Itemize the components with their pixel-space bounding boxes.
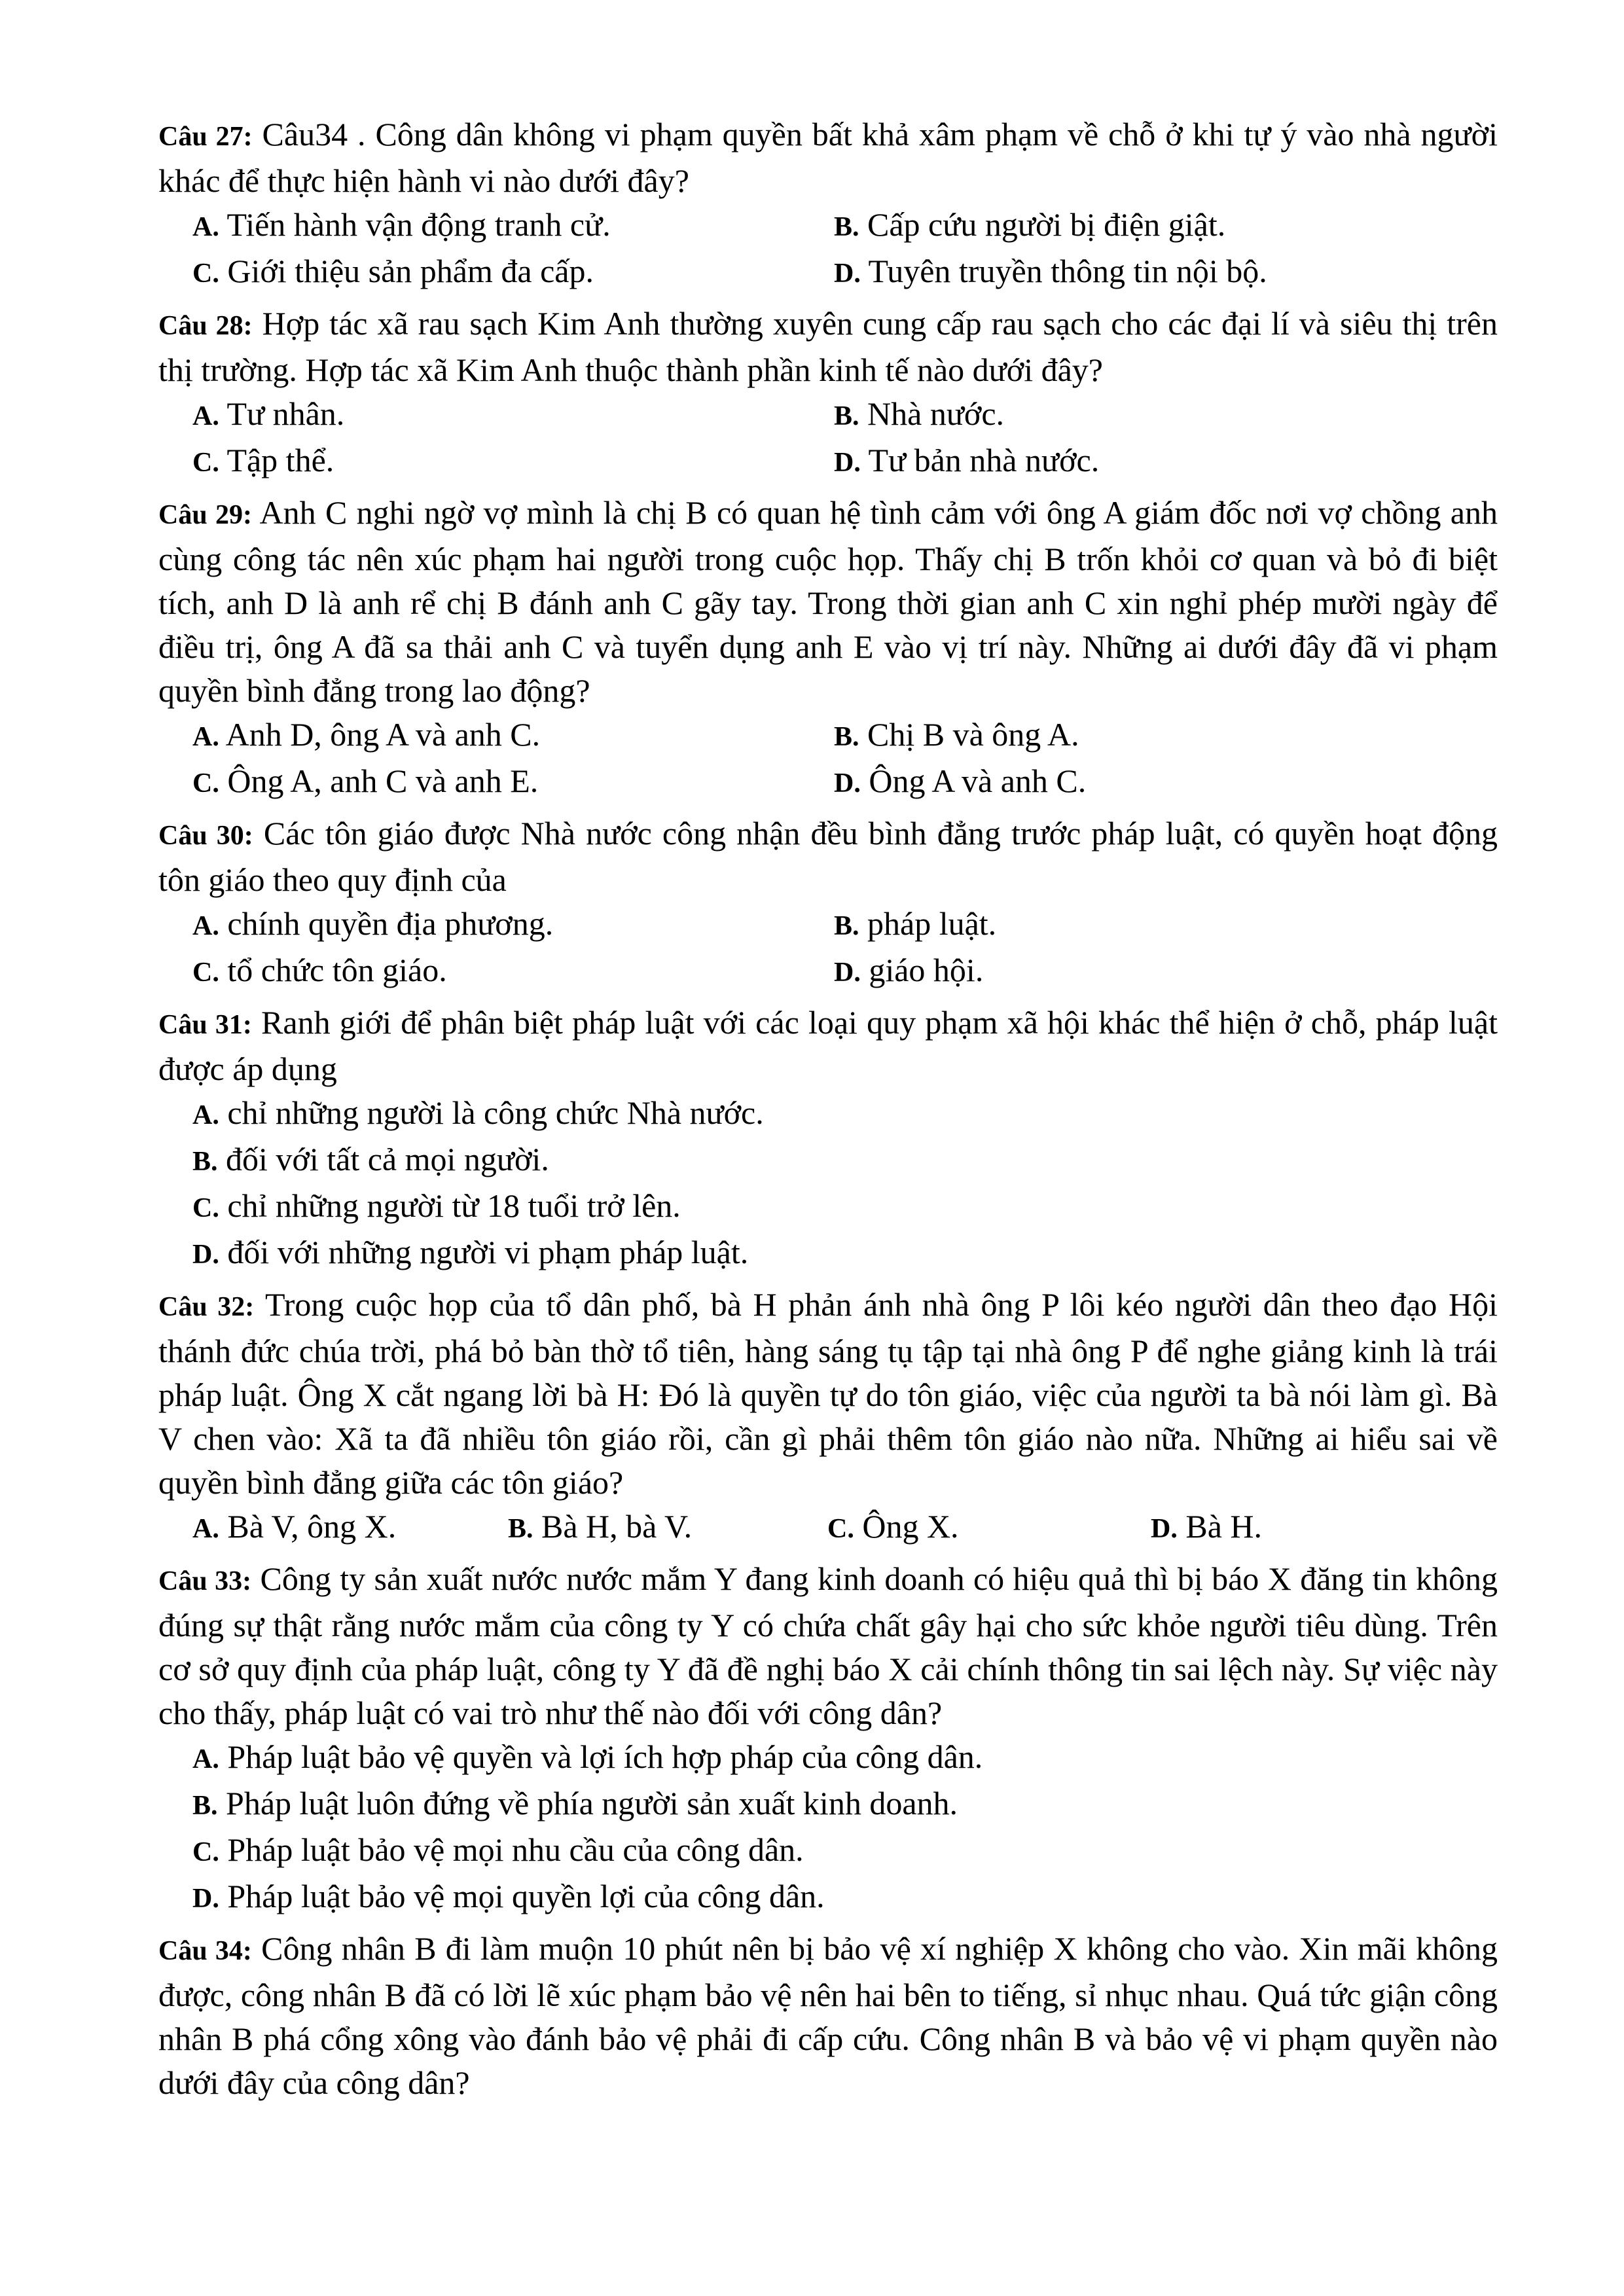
- option-b[interactable]: [834, 713, 1489, 759]
- option-letter: D.: [1151, 1514, 1178, 1544]
- option-text: đối với những người vi phạm pháp luật.: [219, 1234, 749, 1270]
- question-stem: [158, 113, 1498, 203]
- question-34: [158, 1927, 1498, 2105]
- option-text: Nhà nước.: [859, 395, 1005, 432]
- option-letter: B.: [834, 722, 859, 752]
- option-c[interactable]: [192, 759, 834, 806]
- option-text: giáo hội.: [860, 952, 984, 988]
- option-text: chỉ những người từ 18 tuổi trở lên.: [219, 1187, 681, 1224]
- option-text: Pháp luật bảo vệ quyền và lợi ích hợp pháp của công dân.: [219, 1738, 983, 1775]
- question-text: Công nhân B đi làm muộn 10 phút nên bị bảo vệ xí nghiệp X không cho vào. Xin mãi không được, công nhân B đã có lời lẽ xúc phạm bảo vệ nên hai bên to tiếng, sỉ nhục nhau. Quá tức giận công nhân B phá cổng xông vào đánh bảo vệ phải đi cấp cứu. Công nhân B và bảo vệ vi phạm quyền nào dưới đây của công dân?: [158, 1930, 1498, 2101]
- option-letter: A.: [192, 401, 219, 431]
- question-number: Câu 32:: [158, 1292, 255, 1322]
- option-letter: D.: [834, 768, 861, 798]
- option-letter: C.: [192, 958, 219, 988]
- option-text: Pháp luật luôn đứng về phía người sản xuất kinh doanh.: [217, 1785, 958, 1821]
- option-text: Tập thể.: [219, 442, 334, 478]
- question-27: [158, 113, 1498, 296]
- question-text: Anh C nghi ngờ vợ mình là chị B có quan hệ tình cảm với ông A giám đốc nơi vợ chồng anh cùng công tác nên xúc phạm hai người trong cuộc họp. Thấy chị B trốn khỏi cơ quan và bỏ đi biệt tích, anh D là anh rể chị B đánh anh C gãy tay. Trong thời gian anh C xin nghỉ phép mười ngày để điều trị, ông A đã sa thải anh C và tuyển dụng anh E vào vị trí này. Những ai dưới đây đã vi phạm quyền bình đẳng trong lao động?: [158, 494, 1498, 709]
- option-text: Tư nhân.: [219, 395, 345, 432]
- option-text: Tư bản nhà nước.: [860, 442, 1100, 478]
- option-letter: A.: [192, 1514, 219, 1544]
- option-c[interactable]: [827, 1505, 1151, 1551]
- option-letter: C.: [192, 768, 219, 798]
- question-stem: [158, 491, 1498, 713]
- option-text: Cấp cứu người bị điện giật.: [859, 206, 1226, 243]
- option-text: Ông A và anh C.: [860, 762, 1087, 799]
- exam-page: [158, 113, 1498, 2111]
- option-letter: B.: [834, 212, 859, 242]
- option-text: Bà V, ông X.: [219, 1508, 397, 1545]
- option-text: Tiến hành vận động tranh cử.: [219, 206, 611, 243]
- question-stem: [158, 812, 1498, 902]
- question-number: Câu 34:: [158, 1936, 252, 1966]
- option-letter: D.: [192, 1240, 219, 1270]
- option-a[interactable]: [192, 1091, 1498, 1138]
- option-text: Bà H.: [1177, 1508, 1262, 1545]
- options: [158, 392, 1498, 485]
- options: [158, 1505, 1498, 1551]
- option-text: tổ chức tôn giáo.: [219, 952, 447, 988]
- question-text: Công ty sản xuất nước nước mắm Y đang kinh doanh có hiệu quả thì bị báo X đăng tin không đúng sự thật rằng nước mắm của công ty Y có chứa chất gây hại cho sức khỏe người tiêu dùng. Trên cơ sở quy định của pháp luật, công ty Y đã đề nghị báo X cải chính thông tin sai lệch này. Sự việc này cho thấy, pháp luật có vai trò như thế nào đối với công dân?: [158, 1560, 1498, 1731]
- question-32: [158, 1283, 1498, 1551]
- options: [158, 1091, 1498, 1277]
- option-letter: B.: [192, 1791, 218, 1821]
- question-number: Câu 27:: [158, 122, 253, 152]
- question-stem: [158, 1283, 1498, 1505]
- option-letter: A.: [192, 722, 219, 752]
- option-d[interactable]: [1151, 1505, 1478, 1551]
- option-text: chính quyền địa phương.: [219, 905, 554, 942]
- question-stem: [158, 302, 1498, 392]
- option-text: Ông X.: [854, 1508, 959, 1545]
- option-a[interactable]: [192, 902, 834, 948]
- option-letter: D.: [834, 958, 861, 988]
- question-33: [158, 1557, 1498, 1921]
- option-letter: A.: [192, 1744, 219, 1774]
- option-d[interactable]: [834, 948, 1489, 995]
- question-30: [158, 812, 1498, 995]
- option-a[interactable]: [192, 392, 834, 439]
- option-a[interactable]: [192, 1735, 1498, 1782]
- option-letter: B.: [192, 1147, 218, 1177]
- options: [158, 902, 1498, 995]
- option-text: đối với tất cả mọi người.: [217, 1141, 549, 1177]
- option-letter: A.: [192, 1100, 219, 1130]
- option-c[interactable]: [192, 439, 834, 485]
- option-text: Pháp luật bảo vệ mọi quyền lợi của công dân.: [219, 1878, 825, 1914]
- option-b[interactable]: [192, 1782, 1498, 1828]
- option-letter: D.: [192, 1884, 219, 1914]
- option-letter: C.: [192, 1193, 219, 1223]
- option-c[interactable]: [192, 1828, 1498, 1874]
- question-text: Ranh giới để phân biệt pháp luật với các loại quy phạm xã hội khác thể hiện ở chỗ, pháp luật được áp dụng: [158, 1004, 1498, 1087]
- option-letter: C.: [192, 448, 219, 478]
- question-stem: [158, 1001, 1498, 1091]
- question-number: Câu 30:: [158, 821, 253, 851]
- option-letter: B.: [834, 401, 859, 431]
- option-d[interactable]: [192, 1874, 1498, 1921]
- option-c[interactable]: [192, 948, 834, 995]
- option-letter: C.: [192, 259, 219, 289]
- option-text: chỉ những người là công chức Nhà nước.: [219, 1094, 764, 1131]
- option-b[interactable]: [834, 203, 1489, 249]
- option-text: pháp luật.: [859, 905, 997, 942]
- option-letter: C.: [192, 1837, 219, 1867]
- option-text: Ông A, anh C và anh E.: [219, 762, 539, 799]
- question-text: Câu34 . Công dân không vi phạm quyền bất khả xâm phạm về chỗ ở khi tự ý vào nhà người khác để thực hiện hành vi nào dưới đây?: [158, 116, 1498, 199]
- option-d[interactable]: [834, 249, 1489, 296]
- option-text: Chị B và ông A.: [859, 716, 1079, 753]
- option-c[interactable]: [192, 1184, 1498, 1230]
- question-stem: [158, 1557, 1498, 1735]
- question-number: Câu 31:: [158, 1010, 252, 1040]
- option-a[interactable]: [192, 713, 834, 759]
- question-28: [158, 302, 1498, 485]
- question-31: [158, 1001, 1498, 1277]
- option-text: Giới thiệu sản phẩm đa cấp.: [219, 253, 594, 289]
- option-b[interactable]: [508, 1505, 827, 1551]
- option-b[interactable]: [834, 902, 1489, 948]
- option-d[interactable]: [834, 759, 1489, 806]
- option-b[interactable]: [192, 1138, 1498, 1184]
- option-text: Anh D, ông A và anh C.: [219, 716, 541, 753]
- option-letter: B.: [834, 911, 859, 941]
- option-c[interactable]: [192, 249, 834, 296]
- option-d[interactable]: [834, 439, 1489, 485]
- question-number: Câu 33:: [158, 1566, 252, 1596]
- option-text: Tuyên truyền thông tin nội bộ.: [860, 253, 1267, 289]
- options: [158, 713, 1498, 806]
- option-d[interactable]: [192, 1230, 1498, 1277]
- option-text: Bà H, bà V.: [533, 1508, 693, 1545]
- option-letter: C.: [827, 1514, 854, 1544]
- option-a[interactable]: [192, 1505, 508, 1551]
- question-number: Câu 29:: [158, 500, 252, 530]
- question-number: Câu 28:: [158, 311, 253, 341]
- question-text: Các tôn giáo được Nhà nước công nhận đều bình đẳng trước pháp luật, có quyền hoạt động tôn giáo theo quy định của: [158, 815, 1498, 898]
- options: [158, 1735, 1498, 1921]
- option-letter: B.: [508, 1514, 533, 1544]
- option-letter: D.: [834, 259, 861, 289]
- options: [158, 203, 1498, 296]
- question-text: Hợp tác xã rau sạch Kim Anh thường xuyên cung cấp rau sạch cho các đại lí và siêu thị trên thị trường. Hợp tác xã Kim Anh thuộc thành phần kinh tế nào dưới đây?: [158, 305, 1498, 388]
- question-stem: [158, 1927, 1498, 2105]
- question-text: Trong cuộc họp của tổ dân phố, bà H phản ánh nhà ông P lôi kéo người dân theo đạo Hội thánh đức chúa trời, phá bỏ bàn thờ tổ tiên, hàng sáng tụ tập tại nhà ông P để nghe giảng kinh là trái pháp luật. Ông X cắt ngang lời bà H: Đó là quyền tự do tôn giáo, việc của người ta bà nói làm gì. Bà V chen vào: Xã ta đã nhiều tôn giáo rồi, cần gì phải thêm tôn giáo nào nữa. Những ai hiểu sai về quyền bình đẳng giữa các tôn giáo?: [158, 1286, 1498, 1501]
- option-b[interactable]: [834, 392, 1489, 439]
- question-29: [158, 491, 1498, 806]
- option-letter: D.: [834, 448, 861, 478]
- option-text: Pháp luật bảo vệ mọi nhu cầu của công dân.: [219, 1831, 804, 1868]
- option-letter: A.: [192, 212, 219, 242]
- option-letter: A.: [192, 911, 219, 941]
- option-a[interactable]: [192, 203, 834, 249]
